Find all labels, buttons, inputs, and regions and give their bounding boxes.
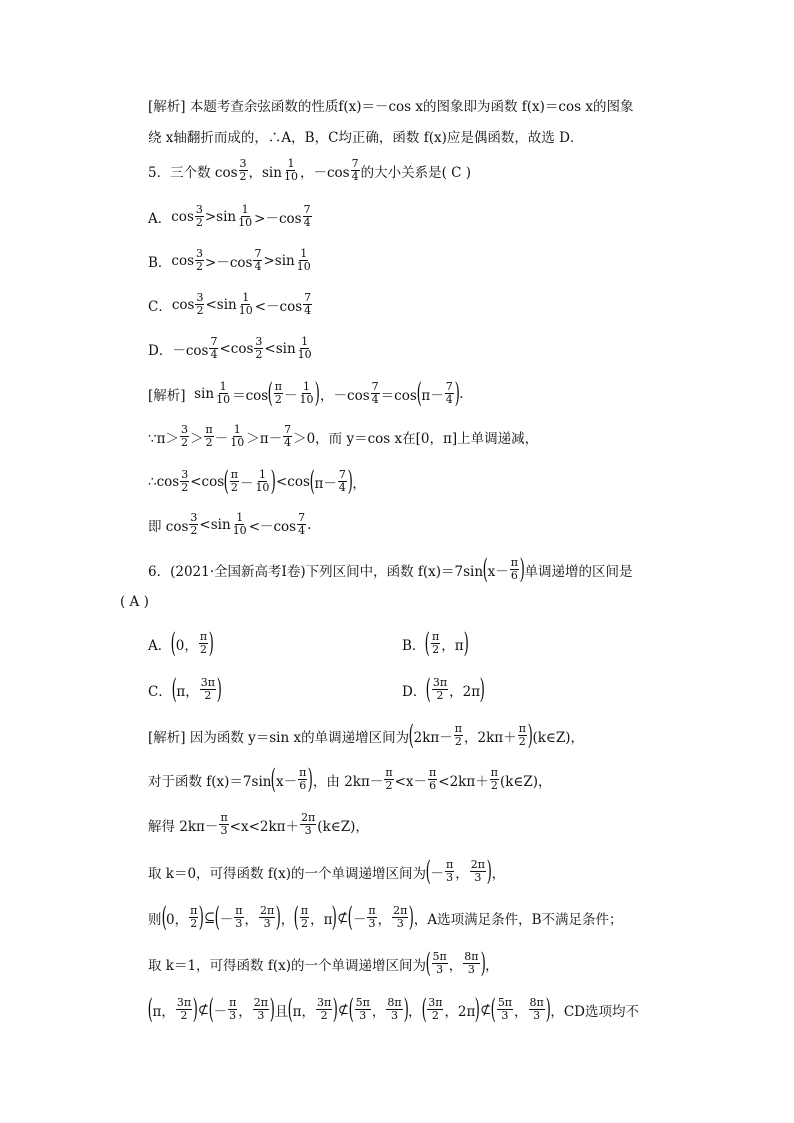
q6-option-b: B． ( $\frac{\pi}{2}$ ，π )	[402, 628, 469, 659]
q5-analysis-line4: 即 cos $\frac{3}{2}$ <sin $\frac{1}{10}$ <－cos $\frac{7}{4}$ .	[148, 511, 312, 537]
fraction: $\frac{1}{10}$	[283, 157, 298, 183]
analysis-q4-line2: 绕 x轴翻折而成的，∴A，B，C均正确，函数 f(x)应是偶函数，故选 D．	[148, 130, 584, 146]
q6-analysis-line2: 对于函数 f(x)＝7sin ( x－ $\frac{\pi}{6}$ ) ，由 2kπ－ $\frac{\pi}{2}$ <x－ $\frac{\pi}{6}$ <2kπ＋ $\frac{\pi}{2}$ (k∈Z)，	[148, 764, 552, 795]
q5-analysis-line2: ∵π＞ $\frac{3}{2}$ ＞ $\frac{\pi}{2}$ － $\frac{1}{10}$ ＞π－ $\frac{7}{4}$ ＞0，而 y＝cos x在[0，π]上单调递减，	[148, 423, 539, 449]
q5-analysis-line1: [解析] sin $\frac{1}{10}$ ＝cos ( $\frac{\pi}{2}$ － $\frac{1}{10}$ ) ，－cos $\frac{7}{4}$ ＝cos ( π－ $\frac{7}{4}$ ) .	[148, 378, 464, 409]
q6-option-d: D． ( $\frac{3\pi}{2}$ ，2π )	[402, 674, 485, 705]
q6-option-a: A． ( 0， $\frac{\pi}{2}$ )	[148, 628, 215, 659]
fraction: $\frac{7}{4}$	[351, 157, 359, 183]
q5-option-a: A． cos $\frac{3}{2}$ >sin $\frac{1}{10}$ >－cos $\frac{7}{4}$	[148, 203, 311, 229]
q5-stem: 5．三个数 cos $\frac{3}{2}$ ，sin $\frac{1}{10}$ ，－cos $\frac{7}{4}$ 的大小关系是( C )	[148, 157, 472, 183]
q6-analysis-line6: 取 k＝1，可得函数 f(x)的一个单调递增区间为 ( $\frac{5\pi}{3}$ ， $\frac{8\pi}{3}$ ) ，	[148, 948, 499, 979]
fraction: $\frac{3}{2}$	[239, 157, 247, 183]
q5-option-c: C． cos $\frac{3}{2}$ <sin $\frac{1}{10}$ <－cos $\frac{7}{4}$	[148, 291, 312, 317]
q6-analysis-line4: 取 k＝0，可得函数 f(x)的一个单调递增区间为 ( － $\frac{\pi}{3}$ ， $\frac{2\pi}{3}$ ) ，	[148, 856, 506, 887]
q6-analysis-line7: ( π， $\frac{3\pi}{2}$ ) ⊄ ( － $\frac{\pi}{3}$ ， $\frac{2\pi}{3}$ ) 且 ( π， $\frac{3\pi}{2}$ ) ⊄ ( $\frac{5\pi}{3}$ ， $\frac{8\pi}{3}$ ) ， ( $\frac{3\pi}{2}$ ，2π ) ⊄ ( $\frac{5\pi}{3}$ ， $\frac{8\pi}{3}$ ) ，CD选项均不	[147, 994, 639, 1025]
analysis-q4-line1: [解析] 本题考查余弦函数的性质f(x)＝－cos x的图象即为函数 f(x)＝cos x的图象	[148, 99, 634, 115]
q5-option-b: B． cos $\frac{3}{2}$ >－cos $\frac{7}{4}$ >sin $\frac{1}{10}$	[148, 247, 311, 273]
q5-analysis-line3: ∴cos $\frac{3}{2}$ <cos ( $\frac{\pi}{2}$ － $\frac{1}{10}$ ) <cos ( π－ $\frac{7}{4}$ ) ，	[148, 466, 366, 497]
q6-analysis-line5: 则 ( 0， $\frac{\pi}{2}$ ) ⊆ ( － $\frac{\pi}{3}$ ， $\frac{2\pi}{3}$ ) ， ( $\frac{\pi}{2}$ ，π ) ⊄ ( － $\frac{\pi}{3}$ ， $\frac{2\pi}{3}$ ) ，A选项满足条件，B不满足条件；	[148, 902, 623, 933]
q6-stem: 6．(2021·全国新高考Ⅰ卷)下列区间中，函数 f(x)＝7sin ( x－ $\frac{\pi}{6}$ ) 单调递增的区间是	[148, 554, 633, 585]
q6-analysis-line3: 解得 2kπ－ $\frac{\pi}{3}$ <x<2kπ＋ $\frac{2\pi}{3}$ (k∈Z)，	[148, 811, 369, 837]
q6-analysis-line1: [解析] 因为函数 y＝sin x的单调递增区间为 ( 2kπ－ $\frac{\pi}{2}$ ，2kπ＋ $\frac{\pi}{2}$ ) (k∈Z)，	[148, 720, 585, 751]
q6-answer: ( A )	[120, 594, 149, 610]
q6-option-c: C． ( π， $\frac{3\pi}{2}$ )	[148, 674, 222, 705]
q5-option-d: D． －cos $\frac{7}{4}$ <cos $\frac{3}{2}$ <sin $\frac{1}{10}$	[148, 335, 312, 361]
